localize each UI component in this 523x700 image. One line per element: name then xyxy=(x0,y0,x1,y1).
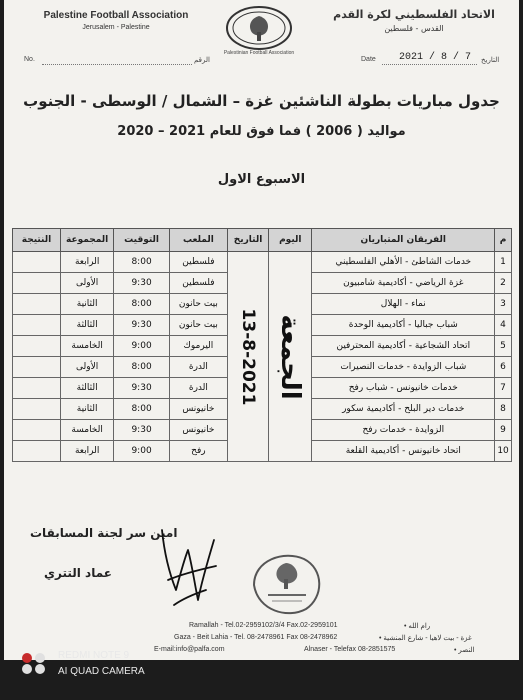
row-result xyxy=(13,294,61,315)
row-time: 9:30 xyxy=(114,420,169,441)
row-time: 8:00 xyxy=(114,399,169,420)
row-venue: رفح xyxy=(169,441,227,462)
row-venue: الدرة xyxy=(169,357,227,378)
row-result xyxy=(13,420,61,441)
signatory-title: امين سر لجنة المسابقات xyxy=(30,526,178,540)
row-time: 9:00 xyxy=(114,441,169,462)
header-teams: الفريقان المتباريان xyxy=(312,229,495,252)
header-day: اليوم xyxy=(269,229,312,252)
match-day: الجمعة xyxy=(275,313,306,400)
row-venue: بيت حانون xyxy=(169,315,227,336)
row-group: الخامسة xyxy=(60,420,113,441)
header-num: م xyxy=(495,229,512,252)
row-num: 7 xyxy=(495,378,512,399)
schedule-title: جدول مباريات بطولة الناشئين غزة – الشمال / الوسطى - الجنوب xyxy=(23,92,500,110)
footer-ramallah-ar: • رام الله xyxy=(404,623,431,630)
header-result: النتيجة xyxy=(13,229,61,252)
row-group: الرابعة xyxy=(60,252,113,273)
footer-gaza-ar: • غزة - بيت لاهيا - شارع المنشية xyxy=(379,635,472,642)
row-teams: شباب الزوايدة - خدمات النصيرات xyxy=(312,357,495,378)
org-name-en: Palestine Football Association xyxy=(43,10,189,21)
row-venue: فلسطين xyxy=(169,252,227,273)
row-result xyxy=(13,315,61,336)
date-cell xyxy=(227,252,268,462)
row-result xyxy=(13,336,61,357)
footer-alnaser-en: Alnaser - Telefax 08-2851575 xyxy=(304,646,396,653)
row-group: الثالثة xyxy=(60,378,113,399)
row-group: الرابعة xyxy=(60,441,113,462)
row-num: 4 xyxy=(495,315,512,336)
association-logo-icon xyxy=(224,4,294,54)
row-group: الأولى xyxy=(60,273,113,294)
row-venue: بيت حانون xyxy=(169,294,227,315)
row-result xyxy=(13,441,61,462)
row-num: 3 xyxy=(495,294,512,315)
row-venue: الدرة xyxy=(169,378,227,399)
day-cell xyxy=(269,252,312,462)
row-result xyxy=(13,252,61,273)
letter-page xyxy=(4,0,519,660)
row-group: الثانية xyxy=(60,294,113,315)
row-teams: خدمات دير البلح - أكاديمية سكور xyxy=(312,399,495,420)
date-label-ar: التاريخ xyxy=(481,57,500,64)
row-teams: اتحاد خانيونس - أكاديمية القلعة xyxy=(312,441,495,462)
row-teams: غزة الرياضي - أكاديمية شامبيون xyxy=(312,273,495,294)
org-city-ar: القدس - فلسطين xyxy=(384,24,444,33)
no-label: No. xyxy=(24,56,35,63)
row-time: 9:30 xyxy=(114,273,169,294)
signatory-name: عماد التتري xyxy=(44,566,112,580)
footer-alnaser-ar: • النصر xyxy=(454,647,475,654)
org-name-ar: الاتحاد الفلسطيني لكرة القدم xyxy=(333,8,495,21)
row-num: 5 xyxy=(495,336,512,357)
table-header-row xyxy=(13,229,512,252)
header-time: التوقيت xyxy=(114,229,169,252)
row-time: 8:00 xyxy=(114,357,169,378)
footer-ramallah-en: Ramallah - Tel.02-2959102/3/4 Fax.02-2959101 xyxy=(189,622,338,629)
row-result xyxy=(13,378,61,399)
header-date: التاريخ xyxy=(227,229,268,252)
header-arabic xyxy=(319,8,509,33)
row-venue: فلسطين xyxy=(169,273,227,294)
row-group: الثالثة xyxy=(60,315,113,336)
header-group: المجموعة xyxy=(60,229,113,252)
row-venue: اليرموك xyxy=(169,336,227,357)
row-teams: خدمات خانيونس - شباب رفح xyxy=(312,378,495,399)
row-venue: خانيونس xyxy=(169,420,227,441)
row-time: 9:00 xyxy=(114,336,169,357)
table-row xyxy=(13,252,512,273)
row-num: 1 xyxy=(495,252,512,273)
date-label-en: Date xyxy=(361,56,376,63)
row-time: 9:30 xyxy=(114,378,169,399)
row-num: 9 xyxy=(495,420,512,441)
row-time: 8:00 xyxy=(114,252,169,273)
week-title: الاسبوع الاول xyxy=(217,172,306,187)
row-teams: شباب جباليا - أكاديمية الوحدة xyxy=(312,315,495,336)
row-teams: الزوايدة - خدمات رفح xyxy=(312,420,495,441)
org-city-en: Jerusalem - Palestine xyxy=(82,24,150,31)
ref-label: الرقم xyxy=(194,57,210,64)
row-group: الثانية xyxy=(60,399,113,420)
row-num: 10 xyxy=(495,441,512,462)
row-result xyxy=(13,357,61,378)
row-teams: نماء - الهلال xyxy=(312,294,495,315)
row-teams: اتحاد الشجاعية - أكاديمية المحترفين xyxy=(312,336,495,357)
row-teams: خدمات الشاطئ - الأهلي الفلسطيني xyxy=(312,252,495,273)
match-schedule-table xyxy=(12,228,512,462)
footer-gaza-en: Gaza - Beit Lahia - Tel. 08-2478961 Fax 08-2478962 xyxy=(174,634,338,641)
row-time: 9:30 xyxy=(114,315,169,336)
row-num: 2 xyxy=(495,273,512,294)
header-english xyxy=(26,10,206,31)
row-venue: خانيونس xyxy=(169,399,227,420)
footer-email: E-mail:info@palfa.com xyxy=(154,646,225,653)
committee-stamp-icon xyxy=(244,545,329,620)
date-value: 2021 / 8 / 7 xyxy=(399,52,472,63)
camera-watermark-icon xyxy=(20,651,48,675)
camera-watermark-label: AI QUAD CAMERA xyxy=(58,666,145,677)
row-num: 8 xyxy=(495,399,512,420)
no-line xyxy=(42,64,192,65)
camera-watermark-model: REDMI NOTE 9 xyxy=(58,650,130,661)
row-group: الخامسة xyxy=(60,336,113,357)
header-venue: الملعب xyxy=(169,229,227,252)
row-result xyxy=(13,399,61,420)
row-group: الأولى xyxy=(60,357,113,378)
date-line xyxy=(382,64,477,65)
handwritten-signature-icon xyxy=(154,520,224,615)
logo-caption: Palestinian Football Association xyxy=(223,50,295,56)
schedule-subtitle: مواليد ( 2006 ) فما فوق للعام 2021 – 2020 xyxy=(117,124,406,139)
match-date: 13-8-2021 xyxy=(238,308,259,405)
row-num: 6 xyxy=(495,357,512,378)
row-time: 8:00 xyxy=(114,294,169,315)
row-result xyxy=(13,273,61,294)
